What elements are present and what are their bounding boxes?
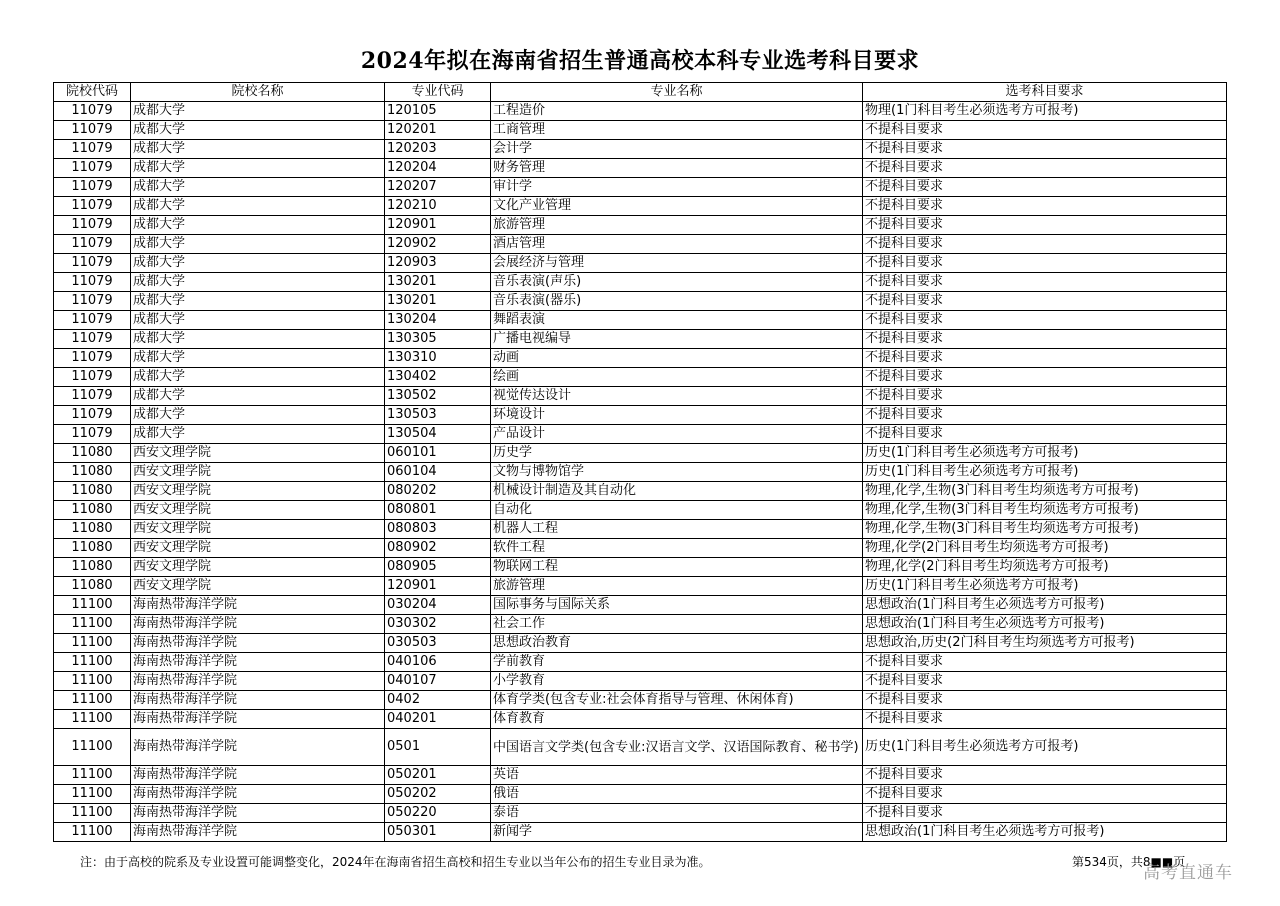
table-row [54,368,1227,387]
table-row [54,311,1227,330]
subject-requirements-table [53,82,1227,842]
cell-major-name: 审计学 [491,178,863,197]
cell-major-code: 080803 [385,520,491,539]
cell-subject-requirement: 不提科目要求 [863,254,1227,273]
cell-major-name: 小学教育 [491,672,863,691]
table-row [54,197,1227,216]
table-row [54,823,1227,842]
cell-school-code: 11080 [54,520,131,539]
table-row [54,273,1227,292]
cell-major-name: 舞蹈表演 [491,311,863,330]
cell-subject-requirement: 不提科目要求 [863,766,1227,785]
cell-major-name: 物联网工程 [491,558,863,577]
cell-school-name: 西安文理学院 [131,520,385,539]
cell-major-name: 工商管理 [491,121,863,140]
table-row [54,558,1227,577]
cell-major-code: 130502 [385,387,491,406]
cell-major-name: 旅游管理 [491,216,863,235]
header-major-name: 专业名称 [491,83,863,102]
cell-major-name: 会计学 [491,140,863,159]
cell-school-name: 西安文理学院 [131,539,385,558]
cell-subject-requirement: 物理,化学,生物(3门科目考生均须选考方可报考) [863,520,1227,539]
table-row [54,349,1227,368]
cell-subject-requirement: 不提科目要求 [863,273,1227,292]
cell-subject-requirement: 物理,化学,生物(3门科目考生均须选考方可报考) [863,482,1227,501]
cell-school-code: 11080 [54,501,131,520]
cell-subject-requirement: 不提科目要求 [863,672,1227,691]
table-row [54,596,1227,615]
cell-major-code: 120203 [385,140,491,159]
table-row [54,729,1227,766]
cell-major-code: 080202 [385,482,491,501]
table-row [54,501,1227,520]
table-row [54,785,1227,804]
table-row [54,634,1227,653]
cell-subject-requirement: 不提科目要求 [863,349,1227,368]
cell-subject-requirement: 不提科目要求 [863,311,1227,330]
cell-major-code: 060104 [385,463,491,482]
cell-major-name: 体育教育 [491,710,863,729]
cell-school-code: 11079 [54,140,131,159]
cell-subject-requirement: 历史(1门科目考生必须选考方可报考) [863,444,1227,463]
cell-school-name: 成都大学 [131,406,385,425]
cell-school-code: 11100 [54,596,131,615]
cell-school-code: 11079 [54,273,131,292]
cell-subject-requirement: 不提科目要求 [863,691,1227,710]
cell-subject-requirement: 思想政治(1门科目考生必须选考方可报考) [863,823,1227,842]
cell-subject-requirement: 物理,化学,生物(3门科目考生均须选考方可报考) [863,501,1227,520]
cell-school-code: 11100 [54,691,131,710]
table-row [54,482,1227,501]
cell-major-name: 思想政治教育 [491,634,863,653]
table-row [54,330,1227,349]
cell-subject-requirement: 不提科目要求 [863,235,1227,254]
cell-major-code: 130201 [385,292,491,311]
cell-school-code: 11080 [54,463,131,482]
watermark-text: 高考直通车 [1143,863,1233,883]
cell-major-code: 050301 [385,823,491,842]
cell-school-code: 11100 [54,729,131,766]
cell-school-code: 11079 [54,121,131,140]
cell-major-name: 动画 [491,349,863,368]
cell-major-name: 社会工作 [491,615,863,634]
cell-subject-requirement: 思想政治(1门科目考生必须选考方可报考) [863,596,1227,615]
cell-subject-requirement: 思想政治(1门科目考生必须选考方可报考) [863,615,1227,634]
cell-subject-requirement: 历史(1门科目考生必须选考方可报考) [863,577,1227,596]
cell-school-code: 11079 [54,368,131,387]
cell-school-name: 海南热带海洋学院 [131,634,385,653]
cell-school-name: 海南热带海洋学院 [131,804,385,823]
cell-major-code: 080905 [385,558,491,577]
cell-major-code: 120201 [385,121,491,140]
table-row [54,691,1227,710]
cell-school-name: 成都大学 [131,121,385,140]
footer-note: 注：由于高校的院系及专业设置可能调整变化，2024年在海南省招生高校和招生专业以当年公布的招生专业目录为准。 [80,855,711,869]
table-row [54,615,1227,634]
table-row [54,121,1227,140]
cell-subject-requirement: 不提科目要求 [863,159,1227,178]
cell-school-name: 成都大学 [131,425,385,444]
cell-school-code: 11079 [54,387,131,406]
cell-major-name: 环境设计 [491,406,863,425]
cell-school-name: 海南热带海洋学院 [131,691,385,710]
cell-major-code: 080801 [385,501,491,520]
cell-subject-requirement: 物理,化学(2门科目考生均须选考方可报考) [863,558,1227,577]
cell-major-code: 120105 [385,102,491,121]
cell-subject-requirement: 不提科目要求 [863,121,1227,140]
cell-subject-requirement: 历史(1门科目考生必须选考方可报考) [863,729,1227,766]
cell-major-code: 030204 [385,596,491,615]
header-school-code: 院校代码 [54,83,131,102]
cell-major-code: 0501 [385,729,491,766]
cell-school-name: 海南热带海洋学院 [131,615,385,634]
cell-school-code: 11079 [54,425,131,444]
table-row [54,292,1227,311]
cell-major-code: 130402 [385,368,491,387]
cell-school-name: 成都大学 [131,311,385,330]
table-row [54,254,1227,273]
cell-major-code: 0402 [385,691,491,710]
header-subject-requirement: 选考科目要求 [863,83,1227,102]
cell-major-name: 软件工程 [491,539,863,558]
cell-major-code: 120210 [385,197,491,216]
cell-major-code: 040201 [385,710,491,729]
table-row [54,710,1227,729]
cell-school-code: 11100 [54,653,131,672]
cell-subject-requirement: 历史(1门科目考生必须选考方可报考) [863,463,1227,482]
cell-school-code: 11079 [54,254,131,273]
cell-major-code: 030503 [385,634,491,653]
table-row [54,766,1227,785]
cell-subject-requirement: 不提科目要求 [863,425,1227,444]
cell-major-name: 学前教育 [491,653,863,672]
cell-major-code: 050202 [385,785,491,804]
cell-major-code: 040106 [385,653,491,672]
cell-school-code: 11079 [54,216,131,235]
cell-school-name: 海南热带海洋学院 [131,710,385,729]
cell-major-code: 130201 [385,273,491,292]
cell-school-code: 11100 [54,634,131,653]
cell-school-name: 海南热带海洋学院 [131,596,385,615]
cell-school-code: 11100 [54,804,131,823]
cell-school-code: 11100 [54,615,131,634]
cell-major-name: 俄语 [491,785,863,804]
table-row [54,425,1227,444]
cell-major-code: 130503 [385,406,491,425]
cell-school-code: 11080 [54,577,131,596]
cell-major-name: 英语 [491,766,863,785]
cell-major-code: 130305 [385,330,491,349]
cell-school-name: 西安文理学院 [131,501,385,520]
cell-school-name: 海南热带海洋学院 [131,785,385,804]
cell-school-name: 海南热带海洋学院 [131,672,385,691]
cell-school-code: 11100 [54,672,131,691]
cell-subject-requirement: 不提科目要求 [863,804,1227,823]
cell-school-code: 11080 [54,444,131,463]
table-body [54,102,1227,842]
cell-major-name: 中国语言文学类(包含专业:汉语言文学、汉语国际教育、秘书学) [491,729,863,766]
cell-school-name: 成都大学 [131,197,385,216]
cell-subject-requirement: 物理,化学(2门科目考生均须选考方可报考) [863,539,1227,558]
cell-major-name: 机械设计制造及其自动化 [491,482,863,501]
cell-school-code: 11079 [54,235,131,254]
cell-major-code: 130310 [385,349,491,368]
cell-school-name: 西安文理学院 [131,577,385,596]
cell-major-name: 工程造价 [491,102,863,121]
cell-school-name: 成都大学 [131,102,385,121]
cell-major-name: 音乐表演(器乐) [491,292,863,311]
cell-subject-requirement: 不提科目要求 [863,785,1227,804]
table-row [54,444,1227,463]
table-row [54,804,1227,823]
cell-school-name: 成都大学 [131,159,385,178]
cell-major-code: 120901 [385,216,491,235]
page-title: 2024年拟在海南省招生普通高校本科专业选考科目要求 [360,48,920,74]
cell-school-code: 11100 [54,710,131,729]
cell-major-name: 新闻学 [491,823,863,842]
table-row [54,406,1227,425]
cell-major-code: 120204 [385,159,491,178]
cell-subject-requirement: 不提科目要求 [863,197,1227,216]
table-row [54,235,1227,254]
cell-major-name: 机器人工程 [491,520,863,539]
cell-subject-requirement: 思想政治,历史(2门科目考生均须选考方可报考) [863,634,1227,653]
cell-major-name: 音乐表演(声乐) [491,273,863,292]
cell-major-name: 会展经济与管理 [491,254,863,273]
cell-major-code: 120901 [385,577,491,596]
table-row [54,216,1227,235]
cell-major-name: 产品设计 [491,425,863,444]
cell-major-code: 050220 [385,804,491,823]
cell-major-code: 030302 [385,615,491,634]
cell-school-code: 11079 [54,159,131,178]
cell-school-name: 成都大学 [131,140,385,159]
cell-school-name: 成都大学 [131,254,385,273]
cell-school-code: 11079 [54,197,131,216]
cell-school-code: 11079 [54,178,131,197]
table-row [54,520,1227,539]
cell-school-name: 海南热带海洋学院 [131,653,385,672]
cell-major-name: 财务管理 [491,159,863,178]
cell-school-name: 海南热带海洋学院 [131,823,385,842]
cell-major-name: 体育学类(包含专业:社会体育指导与管理、休闲体育) [491,691,863,710]
cell-major-code: 130504 [385,425,491,444]
cell-school-code: 11079 [54,102,131,121]
cell-school-name: 成都大学 [131,235,385,254]
cell-major-code: 060101 [385,444,491,463]
cell-school-code: 11080 [54,539,131,558]
cell-subject-requirement: 不提科目要求 [863,140,1227,159]
cell-school-code: 11080 [54,482,131,501]
cell-school-name: 西安文理学院 [131,463,385,482]
cell-major-name: 视觉传达设计 [491,387,863,406]
cell-subject-requirement: 物理(1门科目考生必须选考方可报考) [863,102,1227,121]
cell-school-code: 11100 [54,785,131,804]
cell-school-name: 成都大学 [131,330,385,349]
cell-major-name: 历史学 [491,444,863,463]
cell-subject-requirement: 不提科目要求 [863,406,1227,425]
cell-school-name: 西安文理学院 [131,482,385,501]
cell-major-name: 酒店管理 [491,235,863,254]
cell-major-code: 050201 [385,766,491,785]
cell-subject-requirement: 不提科目要求 [863,178,1227,197]
cell-school-name: 海南热带海洋学院 [131,729,385,766]
cell-major-code: 120902 [385,235,491,254]
table-row [54,672,1227,691]
header-school-name: 院校名称 [131,83,385,102]
cell-school-name: 海南热带海洋学院 [131,766,385,785]
cell-school-code: 11079 [54,330,131,349]
cell-subject-requirement: 不提科目要求 [863,292,1227,311]
table-row [54,159,1227,178]
cell-school-code: 11080 [54,558,131,577]
header-major-code: 专业代码 [385,83,491,102]
table-row [54,539,1227,558]
cell-school-name: 西安文理学院 [131,558,385,577]
table-row [54,140,1227,159]
cell-major-name: 广播电视编导 [491,330,863,349]
cell-school-code: 11079 [54,311,131,330]
cell-subject-requirement: 不提科目要求 [863,387,1227,406]
cell-subject-requirement: 不提科目要求 [863,710,1227,729]
cell-school-code: 11100 [54,823,131,842]
cell-school-name: 西安文理学院 [131,444,385,463]
cell-subject-requirement: 不提科目要求 [863,330,1227,349]
table-row [54,178,1227,197]
cell-school-name: 成都大学 [131,273,385,292]
cell-major-name: 绘画 [491,368,863,387]
cell-school-code: 11079 [54,292,131,311]
cell-school-code: 11079 [54,349,131,368]
cell-school-name: 成都大学 [131,368,385,387]
cell-school-code: 11079 [54,406,131,425]
cell-major-name: 国际事务与国际关系 [491,596,863,615]
cell-major-code: 120207 [385,178,491,197]
cell-major-name: 自动化 [491,501,863,520]
cell-major-name: 文物与博物馆学 [491,463,863,482]
cell-school-name: 成都大学 [131,387,385,406]
cell-school-name: 成都大学 [131,349,385,368]
cell-major-code: 080902 [385,539,491,558]
cell-major-name: 文化产业管理 [491,197,863,216]
table-row [54,463,1227,482]
cell-major-code: 040107 [385,672,491,691]
cell-school-name: 成都大学 [131,216,385,235]
cell-school-code: 11100 [54,766,131,785]
cell-school-name: 成都大学 [131,178,385,197]
cell-subject-requirement: 不提科目要求 [863,653,1227,672]
cell-major-name: 旅游管理 [491,577,863,596]
cell-major-code: 130204 [385,311,491,330]
table-header-row [54,83,1227,102]
table-row [54,387,1227,406]
cell-major-name: 泰语 [491,804,863,823]
table-row [54,102,1227,121]
table-row [54,653,1227,672]
cell-school-name: 成都大学 [131,292,385,311]
cell-subject-requirement: 不提科目要求 [863,368,1227,387]
table-row [54,577,1227,596]
cell-subject-requirement: 不提科目要求 [863,216,1227,235]
page-number: 第534页，共8■■页 [1072,855,1186,869]
cell-major-code: 120903 [385,254,491,273]
